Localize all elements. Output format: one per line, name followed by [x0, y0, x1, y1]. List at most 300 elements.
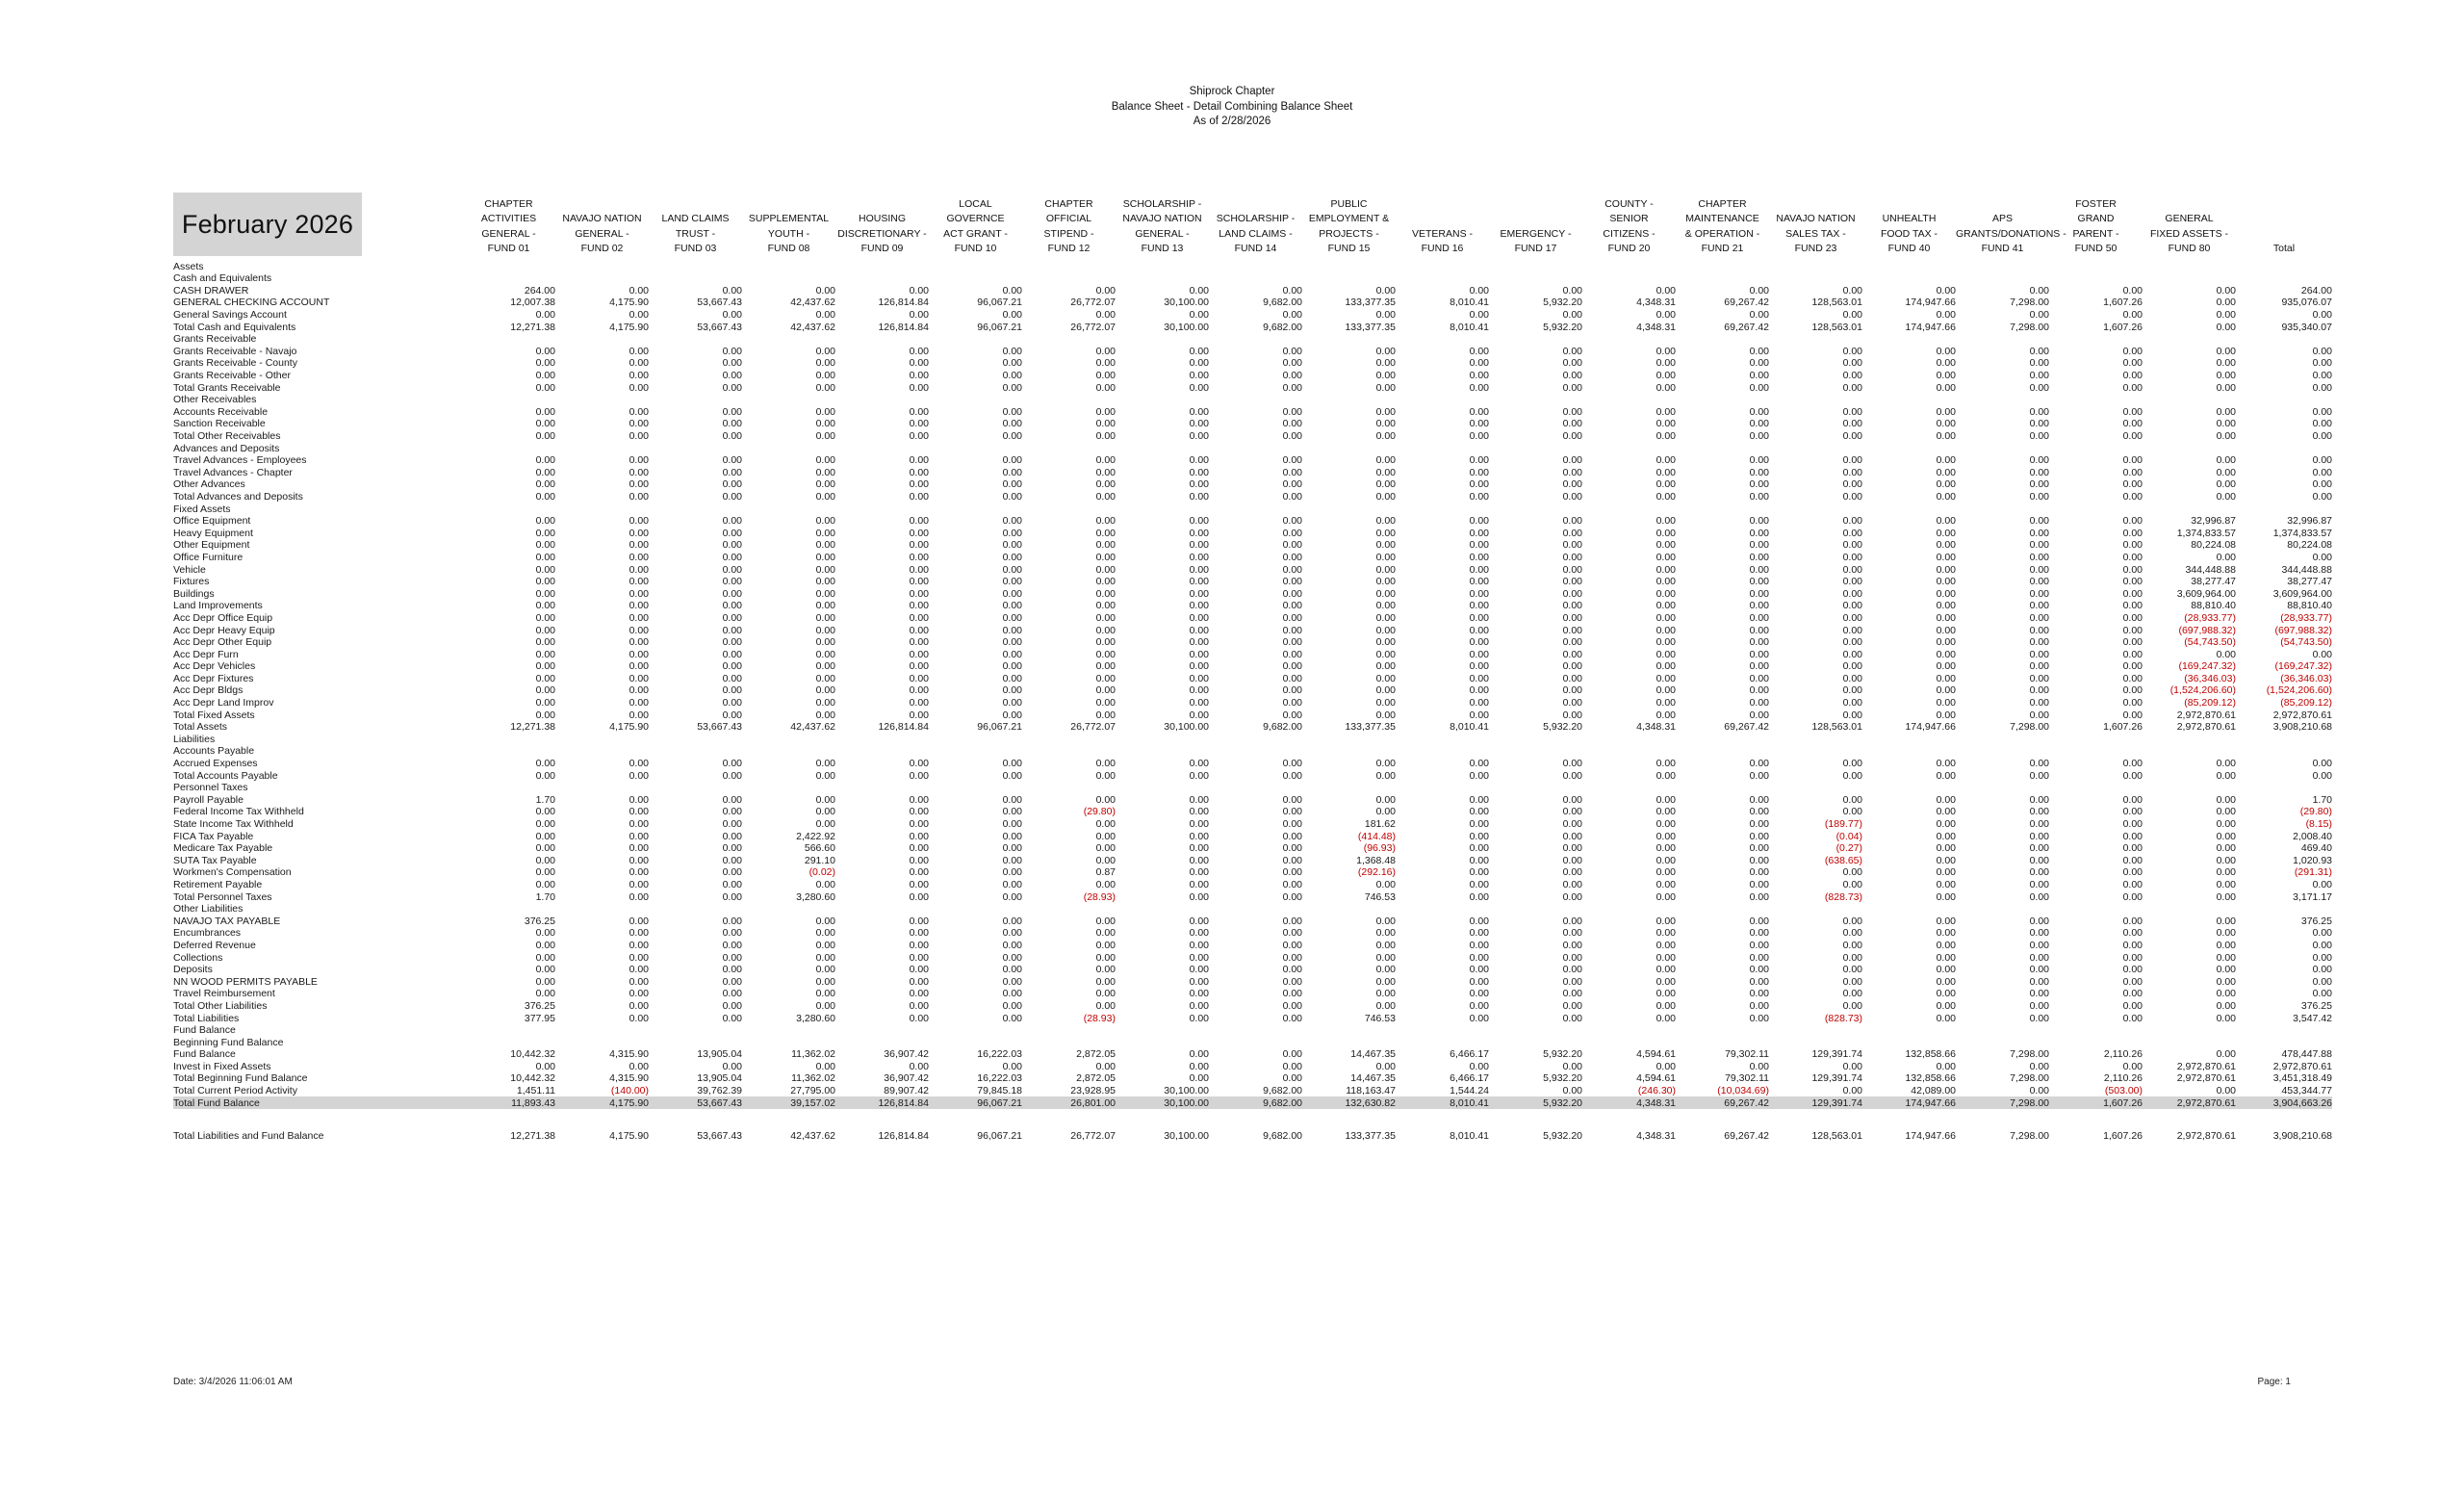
cell-value: 0.00	[1469, 697, 1489, 709]
cell-value: 0.00	[722, 890, 742, 903]
row-label: Invest in Fixed Assets	[173, 1060, 271, 1072]
cell-value: 0.00	[1189, 964, 1209, 976]
cell-value: 0.00	[2029, 454, 2049, 467]
cell-value: (503.00)	[2104, 1085, 2143, 1097]
cell-value: 0.00	[1656, 490, 1676, 503]
row-label: Total Personnel Taxes	[173, 890, 272, 903]
cell-value: 0.00	[1002, 551, 1022, 563]
row-label: Other Advances	[173, 478, 245, 491]
column-header: SCHOLARSHIP - NAVAJO NATION GENERAL - FUND 13	[1122, 198, 1202, 254]
cell-value: 0.00	[1562, 927, 1582, 940]
cell-value: 2,972,870.61	[2176, 1060, 2236, 1072]
cell-value: 128,563.01	[1811, 721, 1862, 734]
cell-value: 0.00	[1002, 793, 1022, 806]
cell-value: 0.00	[1656, 709, 1676, 721]
cell-value: 0.00	[2122, 830, 2143, 842]
cell-value: 0.00	[722, 515, 742, 528]
cell-value: 0.00	[1842, 309, 1862, 322]
column-header-blank	[173, 183, 462, 260]
cell-value: 0.00	[1189, 563, 1209, 576]
cell-value: 13,905.04	[697, 1048, 742, 1061]
cell-value: 0.00	[1282, 999, 1302, 1012]
cell-value: 0.00	[535, 454, 555, 467]
cell-value: 12,271.38	[510, 1130, 555, 1143]
cell-value: 0.00	[1936, 769, 1956, 782]
cell-value: 0.00	[815, 418, 835, 430]
row-label: CASH DRAWER	[173, 284, 249, 297]
cell-value: 30,100.00	[1116, 1096, 1209, 1109]
cell-value: 0.00	[1562, 648, 1582, 660]
cell-value: 0.00	[722, 927, 742, 940]
cell-value: 0.00	[1749, 793, 1769, 806]
cell-value: 80,224.08	[2191, 539, 2236, 552]
cell-value: 0.00	[1375, 758, 1396, 770]
cell-value: 0.00	[629, 636, 649, 649]
cell-value: 0.00	[1936, 878, 1956, 890]
cell-value: 0.00	[1469, 758, 1489, 770]
cell-value: 0.00	[1282, 345, 1302, 357]
cell-value: 0.00	[1469, 515, 1489, 528]
cell-value: 0.00	[1282, 490, 1302, 503]
cell-value: 0.00	[1189, 793, 1209, 806]
table-row	[173, 394, 2332, 406]
cell-value: 0.00	[1749, 309, 1769, 322]
cell-value: 0.00	[1749, 648, 1769, 660]
cell-value: 0.00	[1656, 793, 1676, 806]
cell-value: 0.00	[2029, 988, 2049, 1000]
cell-value: 0.00	[629, 709, 649, 721]
cell-value: 0.00	[815, 527, 835, 539]
cell-value: 0.00	[1749, 975, 1769, 988]
cell-value: 0.00	[1375, 636, 1396, 649]
cell-value: 0.00	[2122, 709, 2143, 721]
cell-value: 53,667.43	[697, 321, 742, 333]
column-header: VETERANS - FUND 16	[1411, 227, 1473, 254]
cell-value: 0.00	[535, 758, 555, 770]
table-row	[173, 260, 2332, 272]
cell-value: 0.00	[722, 370, 742, 382]
cell-value: 16,222.03	[977, 1048, 1022, 1061]
cell-value: 0.00	[909, 842, 929, 855]
table-row	[173, 769, 2332, 782]
cell-value: 0.00	[909, 964, 929, 976]
cell-value: 0.00	[909, 890, 929, 903]
cell-value: 0.00	[722, 600, 742, 612]
cell-value: 0.00	[1002, 370, 1022, 382]
cell-value: 26,772.07	[1070, 721, 1116, 734]
cell-value: 0.00	[722, 988, 742, 1000]
cell-value: 0.00	[1936, 709, 1956, 721]
cell-value: 0.00	[1282, 466, 1302, 478]
cell-value: 14,467.35	[1350, 1072, 1396, 1085]
cell-value: 0.00	[1189, 842, 1209, 855]
cell-value: 0.00	[1749, 551, 1769, 563]
cell-value: (828.73)	[1824, 1012, 1862, 1024]
cell-value: 0.00	[1936, 951, 1956, 964]
cell-value: 0.00	[1936, 576, 1956, 588]
cell-value: 376.25	[2300, 999, 2332, 1012]
cell-value: 0.00	[2029, 842, 2049, 855]
cell-value: 0.00	[535, 975, 555, 988]
cell-value: 0.00	[1656, 878, 1676, 890]
cell-value: (85,209.12)	[2184, 697, 2236, 709]
cell-value: 0.00	[2216, 478, 2236, 491]
cell-value: 0.00	[1282, 405, 1302, 418]
cell-value: 0.00	[1282, 709, 1302, 721]
cell-value: 0.00	[909, 515, 929, 528]
cell-value: 0.00	[629, 758, 649, 770]
table-row	[173, 1072, 2332, 1085]
table-row	[173, 454, 2332, 467]
cell-value: 0.00	[1375, 576, 1396, 588]
cell-value: 0.00	[815, 454, 835, 467]
cell-value: 0.00	[1842, 709, 1862, 721]
cell-value: 0.00	[629, 951, 649, 964]
cell-value: 3,547.42	[2293, 1012, 2332, 1024]
cell-value: 174,947.66	[1905, 1130, 1956, 1143]
cell-value: 0.00	[2122, 370, 2143, 382]
cell-value: 0.00	[2029, 793, 2049, 806]
cell-value: 0.00	[1562, 915, 1582, 927]
cell-value: 0.00	[1936, 611, 1956, 624]
cell-value: 0.00	[909, 793, 929, 806]
cell-value: 935,076.07	[2281, 297, 2332, 309]
cell-value: 0.00	[535, 478, 555, 491]
cell-value: (28,933.77)	[2184, 611, 2236, 624]
cell-value: 0.00	[1469, 793, 1489, 806]
table-row	[173, 745, 2332, 758]
cell-value: 8,010.41	[1450, 321, 1489, 333]
table-row	[173, 587, 2332, 600]
cell-value: 126,814.84	[835, 1096, 929, 1109]
cell-value: 0.00	[1189, 600, 1209, 612]
cell-value: 0.00	[815, 284, 835, 297]
cell-value: 0.00	[1469, 381, 1489, 394]
cell-value: 0.00	[815, 999, 835, 1012]
cell-value: 0.00	[1282, 806, 1302, 818]
cell-value: 0.00	[1842, 769, 1862, 782]
cell-value: 0.00	[1562, 515, 1582, 528]
cell-value: 11,893.43	[462, 1096, 555, 1109]
cell-value: 0.00	[1375, 527, 1396, 539]
cell-value: 0.00	[909, 611, 929, 624]
cell-value: 0.00	[629, 793, 649, 806]
cell-value: 181.62	[1364, 818, 1396, 830]
cell-value: 0.00	[535, 697, 555, 709]
cell-value: 0.00	[1095, 345, 1116, 357]
cell-value: 0.00	[1936, 624, 1956, 636]
cell-value: 0.00	[1469, 370, 1489, 382]
cell-value: 0.00	[1189, 709, 1209, 721]
cell-value: 0.00	[1842, 939, 1862, 951]
cell-value: 0.00	[535, 927, 555, 940]
table-row	[173, 1060, 2332, 1072]
cell-value: 0.00	[1282, 478, 1302, 491]
cell-value: 0.00	[1469, 309, 1489, 322]
cell-value: 4,175.90	[609, 1130, 649, 1143]
table-row	[173, 999, 2332, 1012]
cell-value: 0.00	[535, 878, 555, 890]
table-row	[173, 1024, 2332, 1037]
cell-value: 0.00	[1656, 866, 1676, 879]
cell-value: 0.00	[909, 709, 929, 721]
row-label: Total Current Period Activity	[173, 1085, 297, 1097]
cell-value: 0.00	[1936, 1012, 1956, 1024]
cell-value: 7,298.00	[1956, 1096, 2049, 1109]
row-label: Personnel Taxes	[173, 782, 248, 794]
cell-value: 0.00	[1469, 405, 1489, 418]
cell-value: 0.00	[1656, 951, 1676, 964]
row-label: Acc Depr Furn	[173, 648, 239, 660]
cell-value: 0.00	[1842, 551, 1862, 563]
table-row	[173, 600, 2332, 612]
cell-value: 0.00	[722, 284, 742, 297]
cell-value: 0.00	[815, 939, 835, 951]
cell-value: 0.00	[1002, 624, 1022, 636]
cell-value: 0.00	[1375, 951, 1396, 964]
cell-value: 0.00	[2029, 648, 2049, 660]
cell-value: 0.00	[1375, 381, 1396, 394]
cell-value: 129,391.74	[1811, 1072, 1862, 1085]
cell-value: 0.00	[1842, 660, 1862, 673]
cell-value: 0.00	[1936, 1060, 1956, 1072]
organization-name: Shiprock Chapter	[1189, 86, 1275, 97]
cell-value: 0.00	[1656, 357, 1676, 370]
cell-value: 0.00	[1469, 818, 1489, 830]
cell-value: 0.00	[815, 490, 835, 503]
cell-value: 0.00	[1375, 964, 1396, 976]
cell-value: 0.00	[909, 1060, 929, 1072]
cell-value: 69,267.42	[1724, 297, 1769, 309]
cell-value: 38,277.47	[2287, 576, 2332, 588]
table-body	[173, 260, 2332, 1142]
cell-value: 0.00	[629, 454, 649, 467]
cell-value: 0.00	[1749, 478, 1769, 491]
cell-value: 0.00	[2122, 793, 2143, 806]
cell-value: 0.00	[1562, 636, 1582, 649]
cell-value: 0.00	[1282, 697, 1302, 709]
row-label: FICA Tax Payable	[173, 830, 254, 842]
cell-value: 126,814.84	[878, 721, 929, 734]
cell-value: 0.00	[1749, 878, 1769, 890]
cell-value: 0.00	[909, 418, 929, 430]
cell-value: 174,947.66	[1862, 1096, 1956, 1109]
cell-value: 0.00	[1656, 284, 1676, 297]
cell-value: 0.00	[1936, 405, 1956, 418]
cell-value: 42,089.00	[1911, 1085, 1956, 1097]
row-label: Vehicle	[173, 563, 206, 576]
cell-value: 0.00	[629, 587, 649, 600]
cell-value: 0.00	[2216, 988, 2236, 1000]
cell-value: 0.00	[2029, 890, 2049, 903]
cell-value: 0.00	[2312, 345, 2332, 357]
cell-value: (29.80)	[1083, 806, 1116, 818]
cell-value: 0.00	[1095, 587, 1116, 600]
cell-value: 376.25	[524, 915, 555, 927]
cell-value: 0.00	[2029, 418, 2049, 430]
cell-value: 0.00	[909, 357, 929, 370]
cell-value: 0.00	[2122, 927, 2143, 940]
cell-value: 0.00	[1469, 539, 1489, 552]
cell-value: 0.00	[629, 854, 649, 866]
cell-value: 0.00	[629, 648, 649, 660]
cell-value: 36,907.42	[884, 1048, 929, 1061]
cell-value: 0.00	[909, 999, 929, 1012]
cell-value: 0.00	[1842, 418, 1862, 430]
cell-value: 0.00	[909, 830, 929, 842]
cell-value: (246.30)	[1637, 1085, 1676, 1097]
cell-value: 0.00	[1095, 672, 1116, 684]
column-header: CHAPTER OFFICIAL STIPEND - FUND 12	[1043, 198, 1094, 254]
cell-value: 0.00	[1282, 866, 1302, 879]
cell-value: 0.00	[722, 964, 742, 976]
cell-value: 0.00	[909, 1012, 929, 1024]
column-header: HOUSING DISCRETIONARY - FUND 09	[837, 213, 927, 254]
cell-value: 0.00	[909, 684, 929, 697]
cell-value: 2,972,870.61	[2272, 709, 2332, 721]
cell-value: 0.00	[1189, 1048, 1209, 1061]
cell-value: 0.00	[629, 697, 649, 709]
cell-value: 0.00	[1002, 611, 1022, 624]
cell-value: 4,594.61	[1636, 1072, 1676, 1085]
cell-value: 0.00	[1749, 600, 1769, 612]
cell-value: 0.00	[1749, 636, 1769, 649]
cell-value: 0.00	[629, 576, 649, 588]
cell-value: 0.00	[1375, 466, 1396, 478]
cell-value: 30,100.00	[1164, 1130, 1209, 1143]
cell-value: 0.00	[1562, 890, 1582, 903]
row-label: Workmen's Compensation	[173, 866, 292, 879]
row-label: Total Fund Balance	[173, 1096, 462, 1109]
cell-value: 344,448.88	[2281, 563, 2332, 576]
cell-value: 0.87	[1095, 866, 1116, 879]
cell-value: 128,563.01	[1811, 1130, 1862, 1143]
cell-value: 0.00	[1282, 1060, 1302, 1072]
cell-value: 0.00	[1936, 818, 1956, 830]
cell-value: 0.00	[722, 357, 742, 370]
cell-value: 5,932.20	[1543, 721, 1582, 734]
cell-value: 0.00	[629, 818, 649, 830]
cell-value: 0.00	[2216, 430, 2236, 442]
cell-value: 0.00	[909, 878, 929, 890]
cell-value: 0.00	[1469, 830, 1489, 842]
cell-value: 0.00	[1095, 660, 1116, 673]
cell-value: 0.00	[1656, 999, 1676, 1012]
cell-value: 0.00	[1469, 284, 1489, 297]
cell-value: 0.00	[909, 624, 929, 636]
cell-value: 0.00	[1095, 357, 1116, 370]
cell-value: 30,100.00	[1164, 721, 1209, 734]
cell-value: 0.00	[1282, 636, 1302, 649]
cell-empty	[462, 1036, 2332, 1048]
cell-value: 4,348.31	[1636, 721, 1676, 734]
cell-value: 0.00	[722, 587, 742, 600]
cell-value: 0.00	[1282, 964, 1302, 976]
cell-value: 0.00	[1375, 672, 1396, 684]
cell-value: 0.00	[1656, 758, 1676, 770]
cell-value: 0.00	[1282, 758, 1302, 770]
cell-value: 0.00	[1469, 890, 1489, 903]
cell-value: 0.00	[1562, 405, 1582, 418]
row-label: Travel Advances - Chapter	[173, 466, 293, 478]
cell-value: 0.00	[1562, 842, 1582, 855]
cell-value: 0.00	[1189, 527, 1209, 539]
cell-value: 0.00	[722, 309, 742, 322]
cell-value: 0.00	[2029, 527, 2049, 539]
cell-value: 0.00	[1282, 878, 1302, 890]
cell-value: (0.02)	[808, 866, 835, 879]
cell-value: 0.00	[1936, 370, 1956, 382]
column-header: UNHEALTH FOOD TAX - FUND 40	[1880, 213, 1938, 254]
cell-value: 126,814.84	[878, 1130, 929, 1143]
row-label: Assets	[173, 260, 204, 272]
cell-value: 2,972,870.61	[2176, 1072, 2236, 1085]
cell-value: 0.00	[1562, 381, 1582, 394]
cell-value: 0.00	[2029, 405, 2049, 418]
cell-value: 0.00	[1936, 357, 1956, 370]
row-label: Encumbrances	[173, 927, 242, 940]
table-row	[173, 660, 2332, 673]
cell-value: 0.00	[1375, 309, 1396, 322]
cell-value: 0.00	[1656, 430, 1676, 442]
cell-value: 0.00	[1656, 890, 1676, 903]
cell-value: 0.00	[2122, 999, 2143, 1012]
cell-value: 80,224.08	[2287, 539, 2332, 552]
cell-value: 0.00	[1562, 818, 1582, 830]
table-row	[173, 1130, 2332, 1143]
cell-value: 0.00	[1562, 611, 1582, 624]
cell-value: 129,391.74	[1811, 1048, 1862, 1061]
cell-value: 0.00	[815, 1060, 835, 1072]
cell-value: 0.00	[629, 527, 649, 539]
cell-value: 0.00	[1749, 999, 1769, 1012]
cell-value: 0.00	[1282, 793, 1302, 806]
cell-value: 0.00	[535, 600, 555, 612]
cell-value: 0.00	[1282, 587, 1302, 600]
cell-value: 0.00	[2216, 830, 2236, 842]
cell-value: 0.00	[1936, 915, 1956, 927]
print-timestamp: Date: 3/4/2026 11:06:01 AM	[173, 1377, 293, 1387]
table-row	[173, 830, 2332, 842]
cell-value: 0.00	[1095, 648, 1116, 660]
cell-value: 0.00	[1282, 357, 1302, 370]
cell-value: 0.00	[1095, 684, 1116, 697]
cell-value: 0.00	[535, 854, 555, 866]
cell-value: 0.00	[2029, 1012, 2049, 1024]
cell-value: 0.00	[722, 430, 742, 442]
cell-value: 0.00	[535, 563, 555, 576]
cell-value: 0.00	[629, 830, 649, 842]
cell-value: 0.00	[1842, 490, 1862, 503]
cell-value: 4,175.90	[609, 321, 649, 333]
table-row	[173, 442, 2332, 454]
cell-value: 0.00	[1842, 600, 1862, 612]
cell-value: 0.00	[1936, 793, 1956, 806]
cell-value: 0.00	[1842, 284, 1862, 297]
cell-value: 0.00	[815, 624, 835, 636]
cell-value: 0.00	[1095, 600, 1116, 612]
cell-value: 0.00	[535, 490, 555, 503]
row-label: Total Liabilities and Fund Balance	[173, 1130, 324, 1143]
cell-value: 32,996.87	[2191, 515, 2236, 528]
cell-value: 0.00	[1189, 284, 1209, 297]
cell-value: 0.00	[2029, 672, 2049, 684]
cell-value: 0.00	[1469, 418, 1489, 430]
cell-value: 0.00	[1469, 769, 1489, 782]
cell-value: 0.00	[1282, 381, 1302, 394]
cell-value: 0.00	[1562, 939, 1582, 951]
cell-value: 0.00	[2122, 515, 2143, 528]
